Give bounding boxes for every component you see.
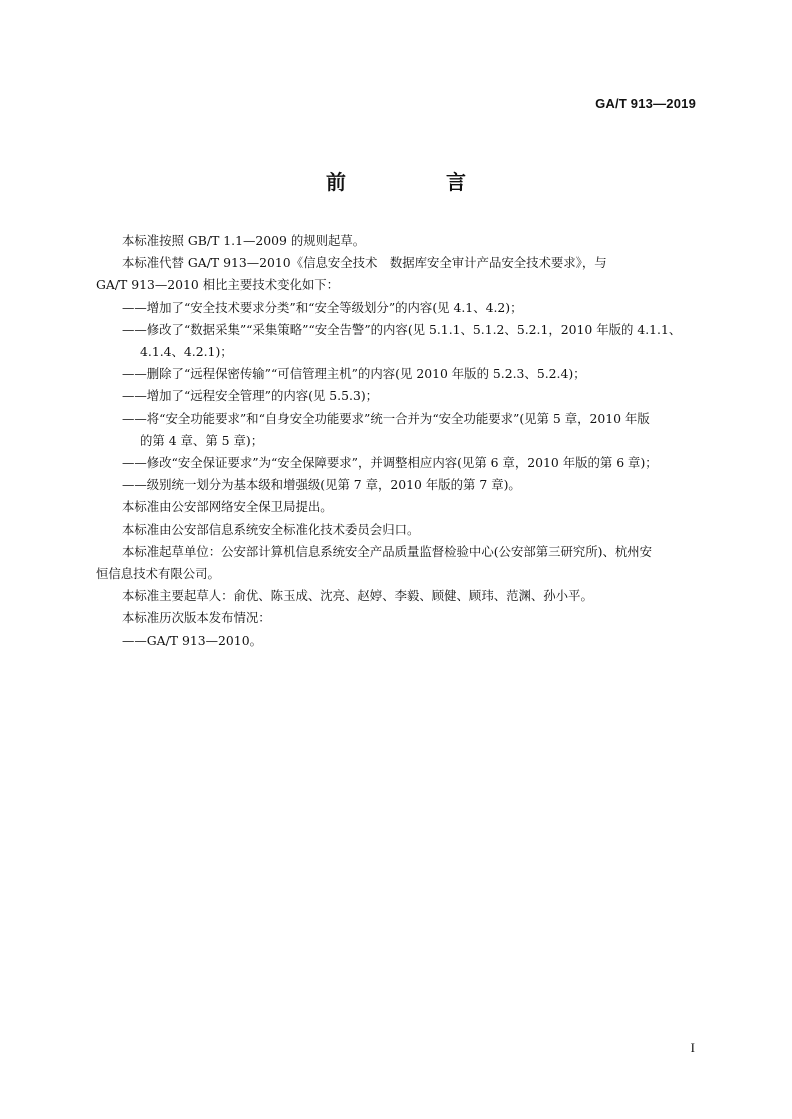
page-number: I [690, 1040, 695, 1055]
paragraph-proposer: 本标准由公安部网络安全保卫局提出。 [122, 499, 333, 515]
change-item: ——增加了“安全技术要求分类”和“安全等级划分”的内容(见 4.1、4.2)； [122, 299, 523, 315]
page-title: 前 言 [326, 170, 506, 194]
standard-code: GA/T 913—2019 [595, 96, 696, 111]
paragraph-replaces-line1: 本标准代替 GA/T 913—2010《信息安全技术 数据库安全审计产品安全技术要求》，与 [122, 255, 607, 271]
paragraph-drafters: 本标准主要起草人：俞优、陈玉成、沈亮、赵婷、李毅、顾健、顾玮、范渊、孙小平。 [122, 588, 593, 604]
change-item-continuation: 4.1.4、4.2.1)； [140, 344, 233, 360]
paragraph-committee: 本标准由公安部信息系统安全标准化技术委员会归口。 [122, 521, 420, 537]
change-item: ——删除了“远程保密传输”“可信管理主机”的内容(见 2010 年版的 5.2.3、5.2.4)； [122, 366, 586, 382]
change-item: ——增加了“远程安全管理”的内容(见 5.5.3)； [122, 388, 379, 404]
paragraph-drafting-rule: 本标准按照 GB/T 1.1—2009 的规则起草。 [122, 233, 366, 248]
paragraph-drafting-units-line1: 本标准起草单位：公安部计算机信息系统安全产品质量监督检验中心(公安部第三研究所)、杭州安 [122, 543, 653, 559]
version-history-item: ——GA/T 913—2010。 [122, 632, 262, 648]
paragraph-version-history: 本标准历次版本发布情况： [122, 610, 271, 626]
change-item: ——修改了“数据采集”“采集策略”“安全告警”的内容(见 5.1.1、5.1.2、5.2.1，2010 年版的 4.1.1、 [122, 321, 682, 337]
document-body [96, 230, 710, 652]
change-item: ——修改“安全保证要求”为“安全保障要求”，并调整相应内容(见第 6 章，2010 年版的第 6 章)； [122, 455, 658, 471]
change-item-continuation: 的第 4 章、第 5 章)； [140, 432, 264, 448]
paragraph-drafting-units-line2: 恒信息技术有限公司。 [96, 566, 220, 582]
paragraph-replaces-line2: GA/T 913—2010 相比主要技术变化如下： [96, 277, 340, 293]
change-item: ——将“安全功能要求”和“自身安全功能要求”统一合并为“安全功能要求”(见第 5 章，2010 年版 [122, 410, 650, 426]
change-item: ——级别统一划分为基本级和增强级(见第 7 章，2010 年版的第 7 章)。 [122, 477, 521, 493]
